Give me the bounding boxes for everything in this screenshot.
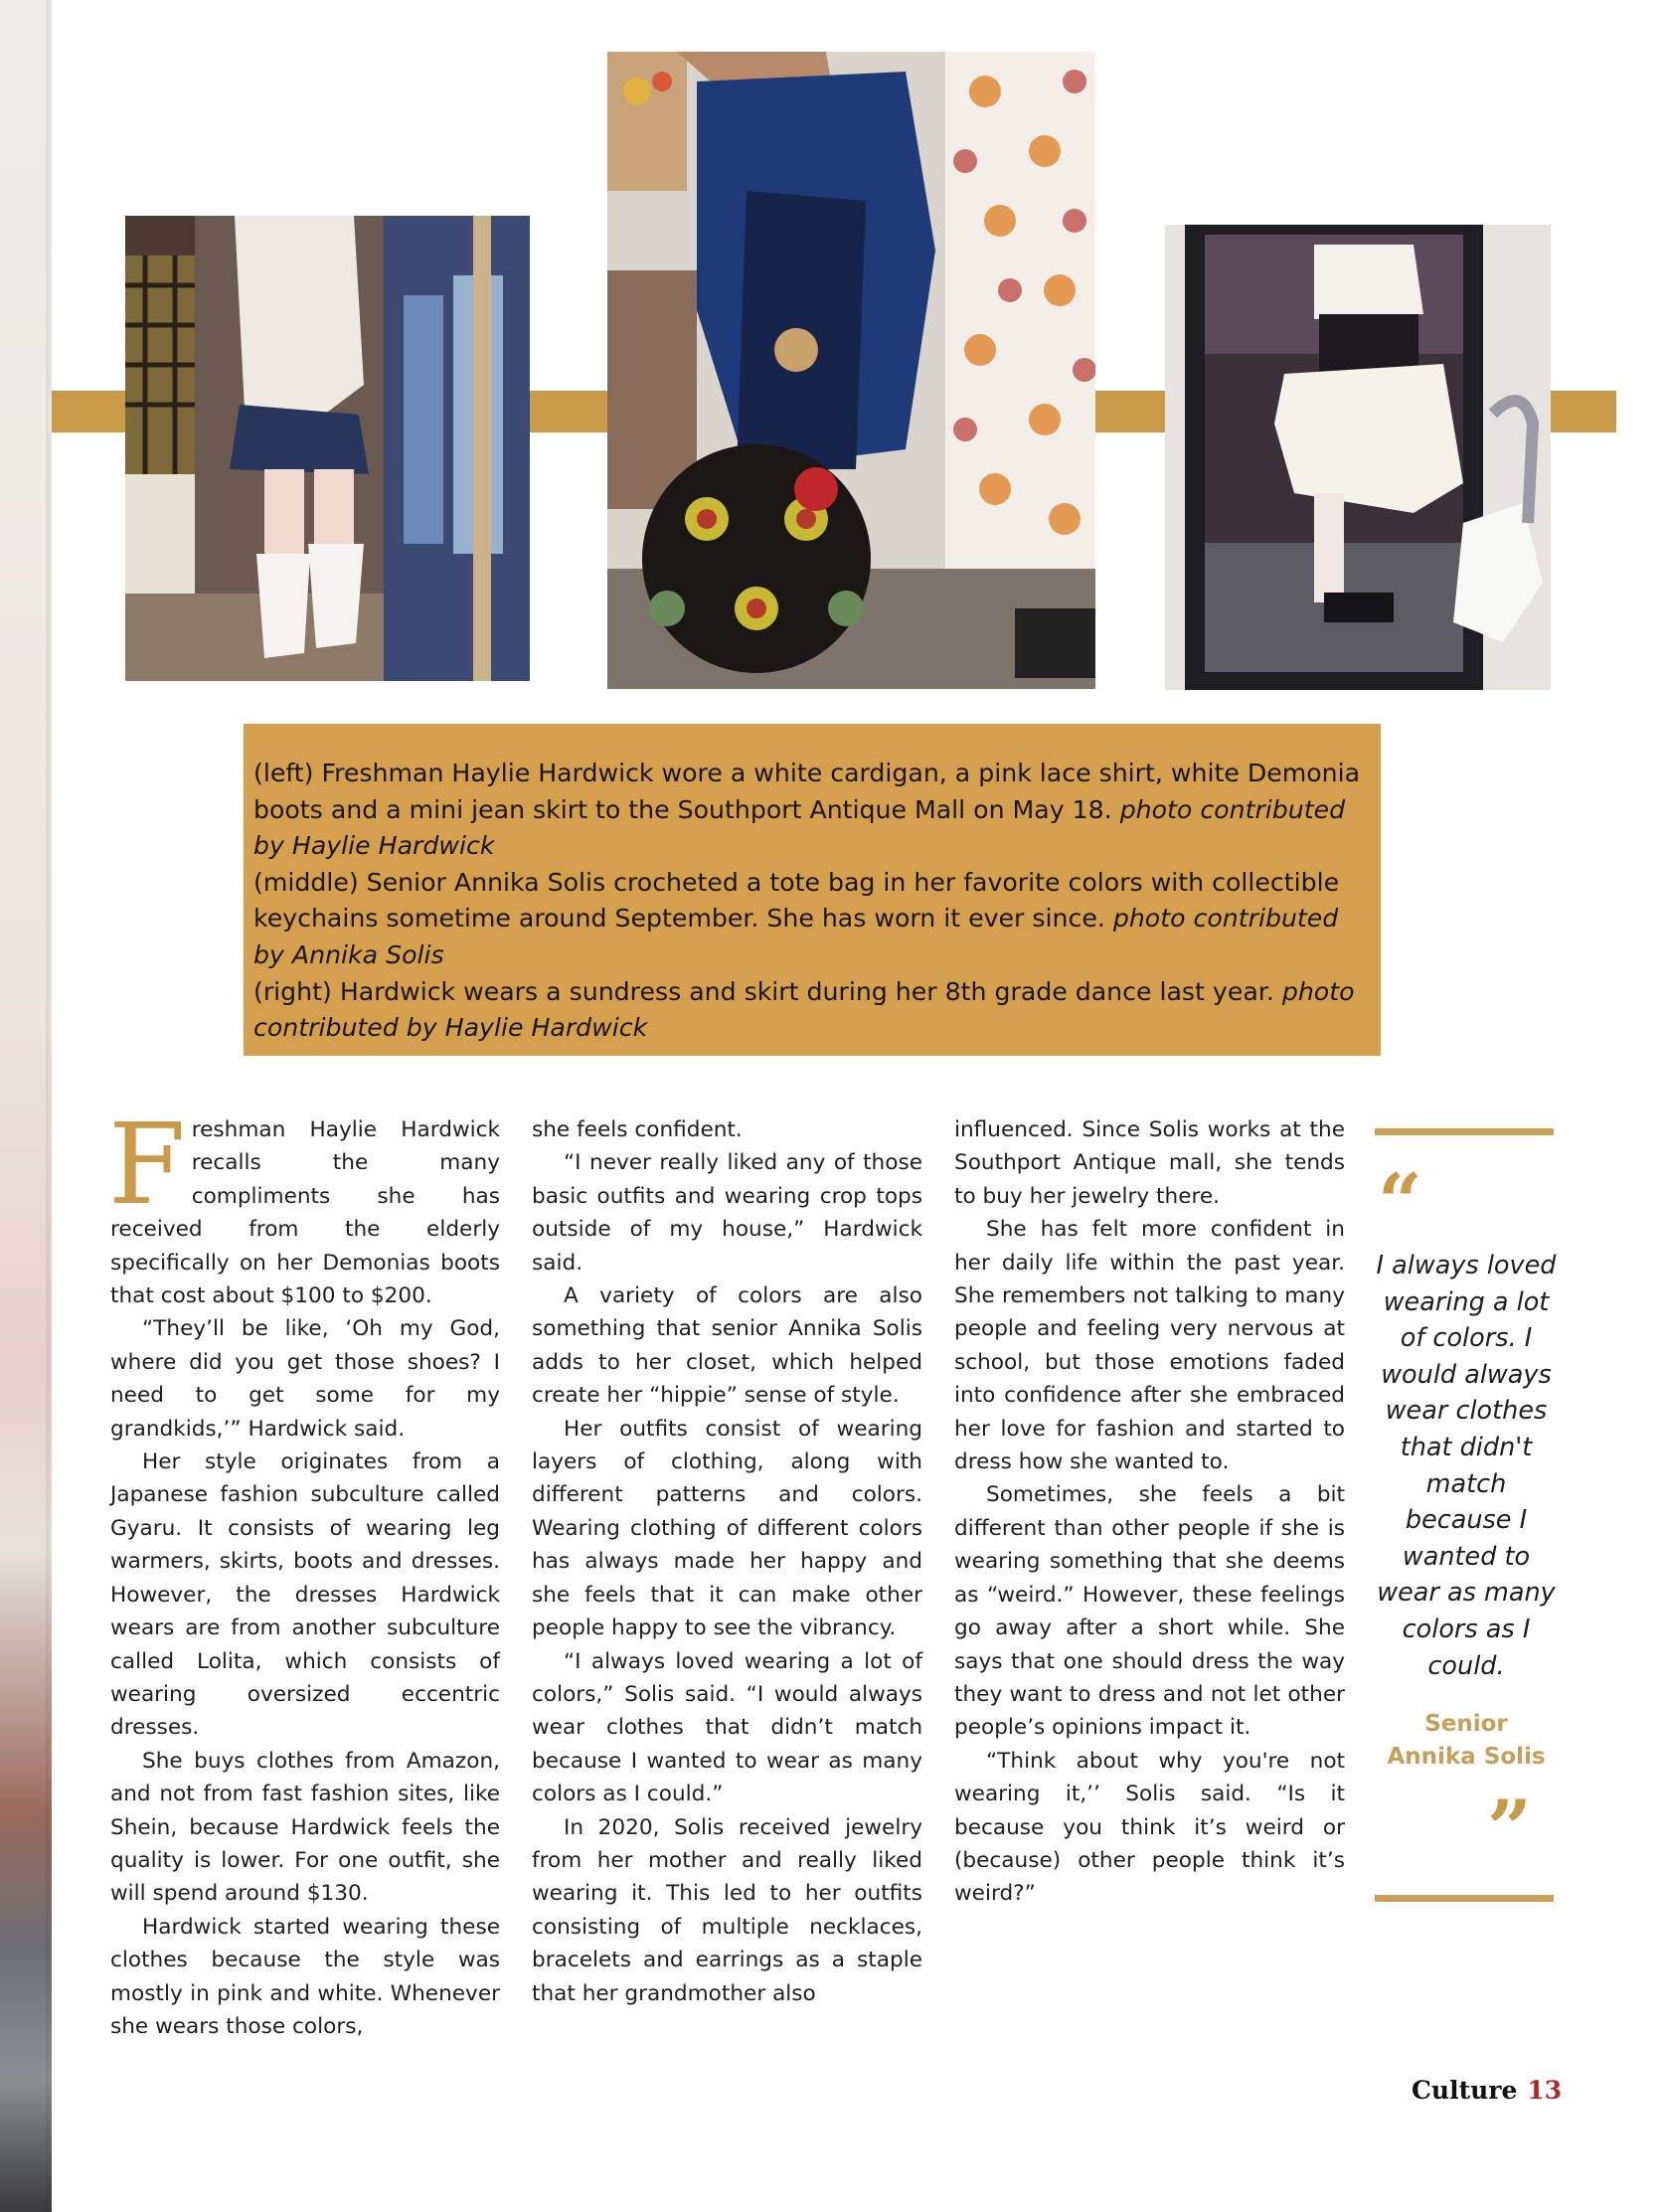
photo-middle-solis-tote-bag (607, 52, 1095, 689)
article-paragraph: “They’ll be like, ‘Oh my God, where did you get those shoes? I need to get some for my grandkids,’” Hardwick said. (110, 1316, 500, 1442)
close-quote-mark: ” (1487, 1784, 1532, 1874)
pull-quote-attribution (1372, 1708, 1561, 1774)
gold-band-mid2 (1095, 391, 1165, 432)
caption-right-credit: photo contributed by Haylie Hardwick (253, 976, 1355, 1043)
article-column-2 (532, 1113, 922, 2010)
article-column-3 (954, 1113, 1345, 1911)
section-name: Culture (1412, 2076, 1518, 2105)
attribution-name: Annika Solis (1387, 1744, 1546, 1770)
pull-quote-text: I always loved wearing a lot of colors. I would always wear clothes that didn't match because I wanted to wear as many colors as I could. (1376, 1251, 1557, 1681)
photo-left-hardwick-antique-mall (125, 216, 530, 681)
article-paragraph: influenced. Since Solis works at the Southport Antique mall, she tends to buy her jewelry there. (954, 1117, 1345, 1209)
photo-caption-box (244, 724, 1381, 1056)
open-quote-mark: “ (1378, 1157, 1422, 1248)
paragraph-text: reshman Haylie Hardwick recalls the many compliments she has received from the elderly specifically on her Demonias boots that cost about $100 to $200. (110, 1117, 500, 1309)
pull-quote-top-rule (1375, 1128, 1554, 1135)
article-paragraph: “I never really liked any of those basic outfits and wearing crop tops outside of my house,” Hardwick said. (532, 1150, 922, 1276)
pull-quote-bottom-rule (1375, 1895, 1554, 1902)
article-paragraph: A variety of colors are also something that senior Annika Solis adds to her closet, which helped create her “hippie” sense of style. (532, 1283, 922, 1409)
article-column-1 (108, 1101, 500, 2043)
caption-left (253, 756, 1371, 865)
article-paragraph: She has felt more confident in her daily life within the past year. She remembers not talking to many people and feeling very nervous at school, but those emotions faded into confidence after she embraced her love for fashion and started to dress how she wanted to. (954, 1217, 1345, 1475)
gutter-shadow (46, 0, 54, 2212)
drop-cap: F (108, 1101, 186, 1230)
photo-right-hardwick-8th-grade-dance (1165, 225, 1551, 690)
caption-left-credit: photo contributed by Haylie Hardwick (253, 794, 1346, 861)
caption-right-text: (right) Hardwick wears a sundress and skirt during her 8th grade dance last year. (253, 976, 1274, 1006)
article-paragraph: Hardwick started wearing these clothes because the style was mostly in pink and white. Whenever she wears those colors, (110, 1914, 500, 2039)
article-paragraph: “I always loved wearing a lot of colors,” Solis said. “I would always wear clothes that didn’t match because I wanted to wear as many colors as I could.” (532, 1648, 922, 1807)
article-paragraph: “Think about why you're not wearing it,’’ Solis said. “Is it because you think it’s weird or (because) other people think it’s weird?” (954, 1748, 1345, 1907)
article-paragraph (108, 1101, 500, 1312)
caption-left-text: (left) Freshman Haylie Hardwick wore a white cardigan, a pink lace shirt, white Demonia boots and a mini jean skirt to the Southport Antique Mall on May 18. (253, 759, 1361, 824)
page-folio (1412, 2076, 1562, 2105)
article-paragraph: Her outfits consist of wearing layers of clothing, along with different patterns and colors. Wearing clothing of different colors has always made her happy and she feels that it can make other people happy to see the vibrancy. (532, 1416, 922, 1641)
gold-band-left (52, 391, 125, 432)
facing-page-edge (0, 0, 52, 2212)
article-paragraph: Her style originates from a Japanese fashion subculture called Gyaru. It consists of wearing leg warmers, skirts, boots and dresses. However, the dresses Hardwick wears are from another subculture called Lolita, which consists of wearing oversized eccentric dresses. (110, 1449, 500, 1741)
caption-right (253, 974, 1371, 1047)
article-paragraph: she feels confident. (532, 1117, 743, 1142)
article-paragraph: She buys clothes from Amazon, and not from fast fashion sites, like Shein, because Hardwick feels the quality is lower. For one outfit, she will spend around $130. (110, 1748, 500, 1907)
page-number: 13 (1527, 2076, 1563, 2105)
gold-band-right (1551, 391, 1616, 432)
gold-band-mid1 (530, 391, 607, 432)
attribution-title: Senior (1424, 1711, 1508, 1737)
article-paragraph: Sometimes, she feels a bit different than other people if she is wearing something that she deems as “weird.” However, these feelings go away after a short while. She says that one should dress the way they want to dress and not let other people’s opinions impact it. (954, 1482, 1345, 1741)
caption-middle (253, 865, 1371, 974)
caption-middle-text: (middle) Senior Annika Solis crocheted a tote bag in her favorite colors with collectible keychains sometime around September. She has worn it ever since. (253, 867, 1340, 934)
caption-middle-credit: photo contributed by Annika Solis (253, 904, 1339, 969)
article-paragraph: In 2020, Solis received jewelry from her mother and really liked wearing it. This led to her outfits consisting of multiple necklaces, bracelets and earrings as a staple that her grandmother also (532, 1814, 922, 2006)
